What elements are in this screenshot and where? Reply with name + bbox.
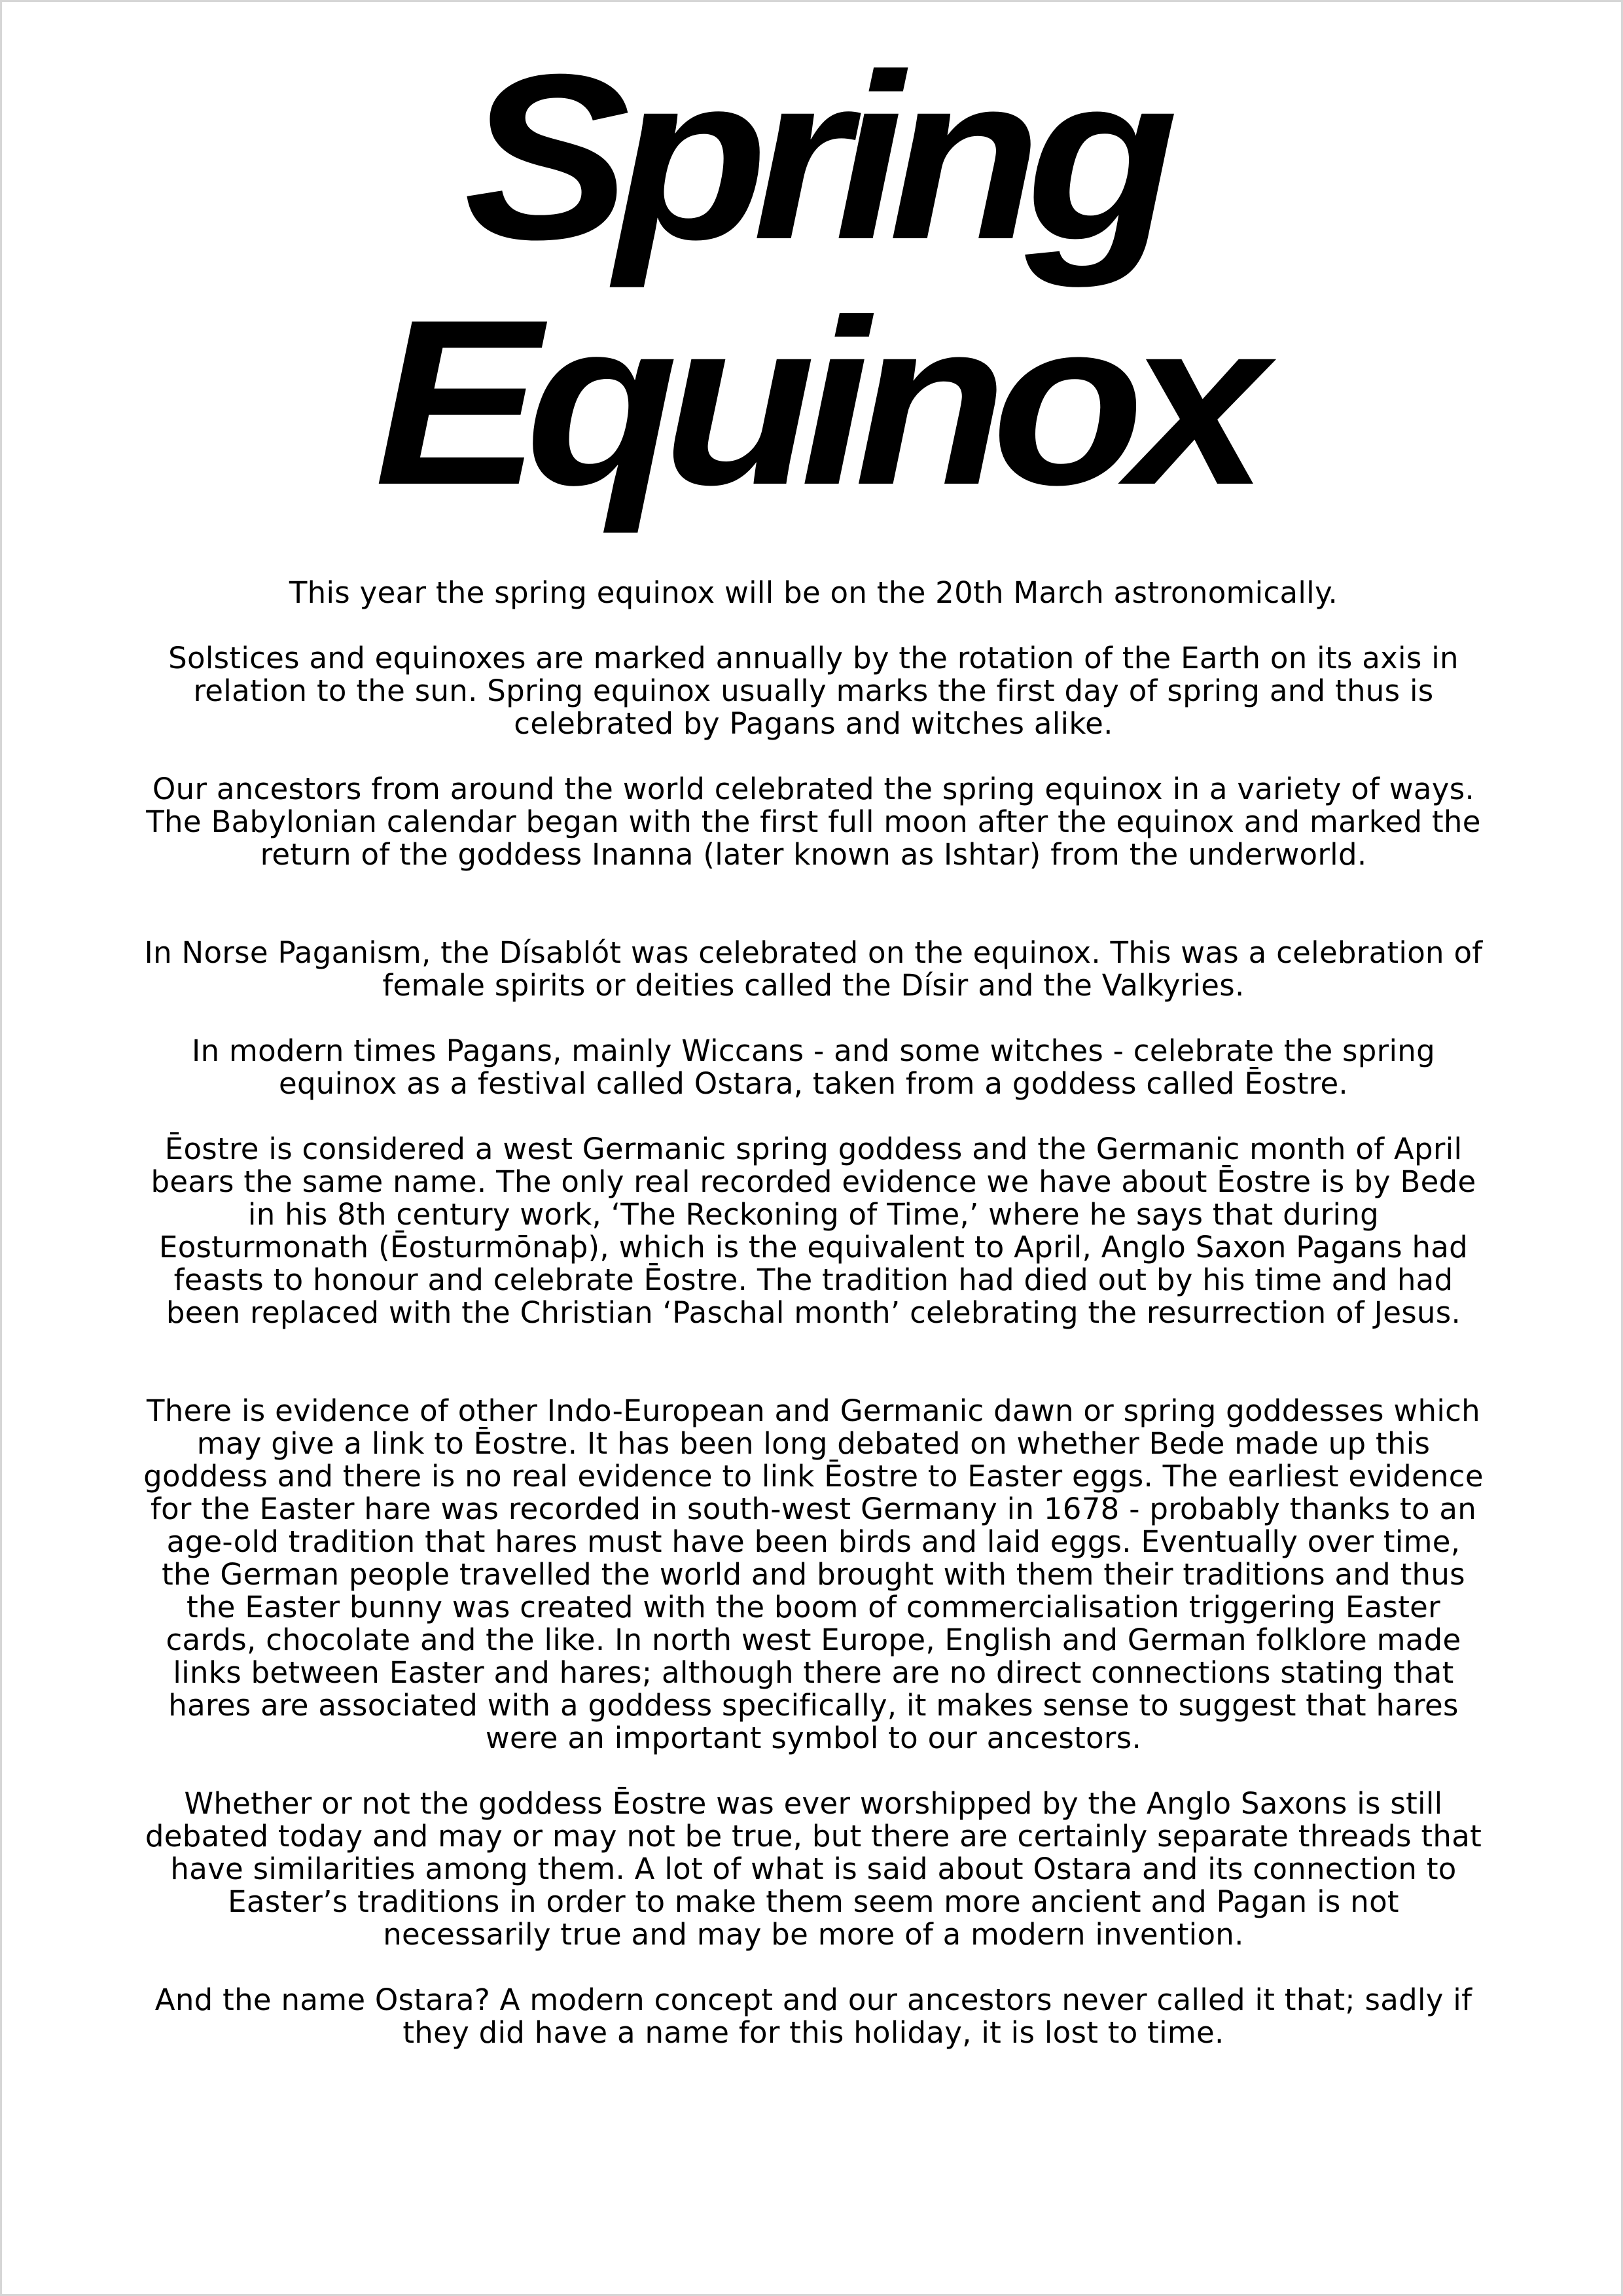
paragraph-ostara-name: And the name Ostara? A modern concept and our ancestors never called it that; sadly if they did have a name for this holiday, it is lost to time.	[154, 1982, 1472, 2050]
paragraph-modern-pagans: In modern times Pagans, mainly Wiccans - and some witches - celebrate the spring equinox as a festival called Ostara, taken from a goddess called Ēostre.	[192, 1033, 1435, 1101]
paragraph-evidence: There is evidence of other Indo-European and Germanic dawn or spring goddesses which may give a link to Ēostre. It has been long debated on whether Bede made up this goddess and there is no real evidence to link Ēostre to Easter eggs. The earliest evidence for the Easter hare was recorded in south-west Germany in 1678 - probably thanks to an age-old tradition that hares must have been birds and laid eggs. Eventually over time, the German people travelled the world and brought with them their traditions and thus the Easter bunny was created with the boom of commercialisation triggering Easter cards, chocolate and the like. In north west Europe, English and German folklore made links between Easter and hares; although there are no direct connections stating that hares are associated with a goddess specifically, it makes sense to suggest that hares were an important symbol to our ancestors.	[143, 1393, 1484, 1755]
paragraph-solstices: Solstices and equinoxes are marked annually by the rotation of the Earth on its axis in relation to the sun. Spring equinox usually marks the first day of spring and thus is celebrated by Pagans and witches alike.	[168, 641, 1459, 741]
paragraph-debate: Whether or not the goddess Ēostre was ever worshipped by the Anglo Saxons is still debated today and may or may not be true, but there are certainly separate threads that have similarities among them. A lot of what is said about Ostara and its connection to Easter’s traditions in order to make them seem more ancient and Pagan is not necessarily true and may be more of a modern invention.	[145, 1786, 1482, 1952]
paragraph-eostre: Ēostre is considered a west Germanic spring goddess and the Germanic month of April bears the same name. The only real recorded evidence we have about Ēostre is by Bede in his 8th century work, ‘The Reckoning of Time,’ where he says that during Eosturmonath (Ēosturmōnaþ), which is the equivalent to April, Anglo Saxon Pagans had feasts to honour and celebrate Ēostre. The tradition had died out by his time and had been replaced with the Christian ‘Paschal month’ celebrating the resurrection of Jesus.	[151, 1132, 1476, 1330]
paragraph-norse: In Norse Paganism, the Dísablót was celebrated on the equinox. This was a celebration of female spirits or deities called the Dísir and the Valkyries.	[144, 935, 1483, 1003]
article-body	[143, 577, 1484, 2082]
paragraph-equinox-date: This year the spring equinox will be on the 20th March astronomically.	[289, 575, 1338, 610]
title-line-1: Spring	[463, 26, 1164, 289]
title-line-2: Equinox	[374, 271, 1253, 534]
page-title	[2, 26, 1623, 534]
paragraph-ancestors: Our ancestors from around the world celebrated the spring equinox in a variety of ways. The Babylonian calendar began with the first full moon after the equinox and marked the return of the goddess Inanna (later known as Ishtar) from the underworld.	[146, 772, 1481, 872]
